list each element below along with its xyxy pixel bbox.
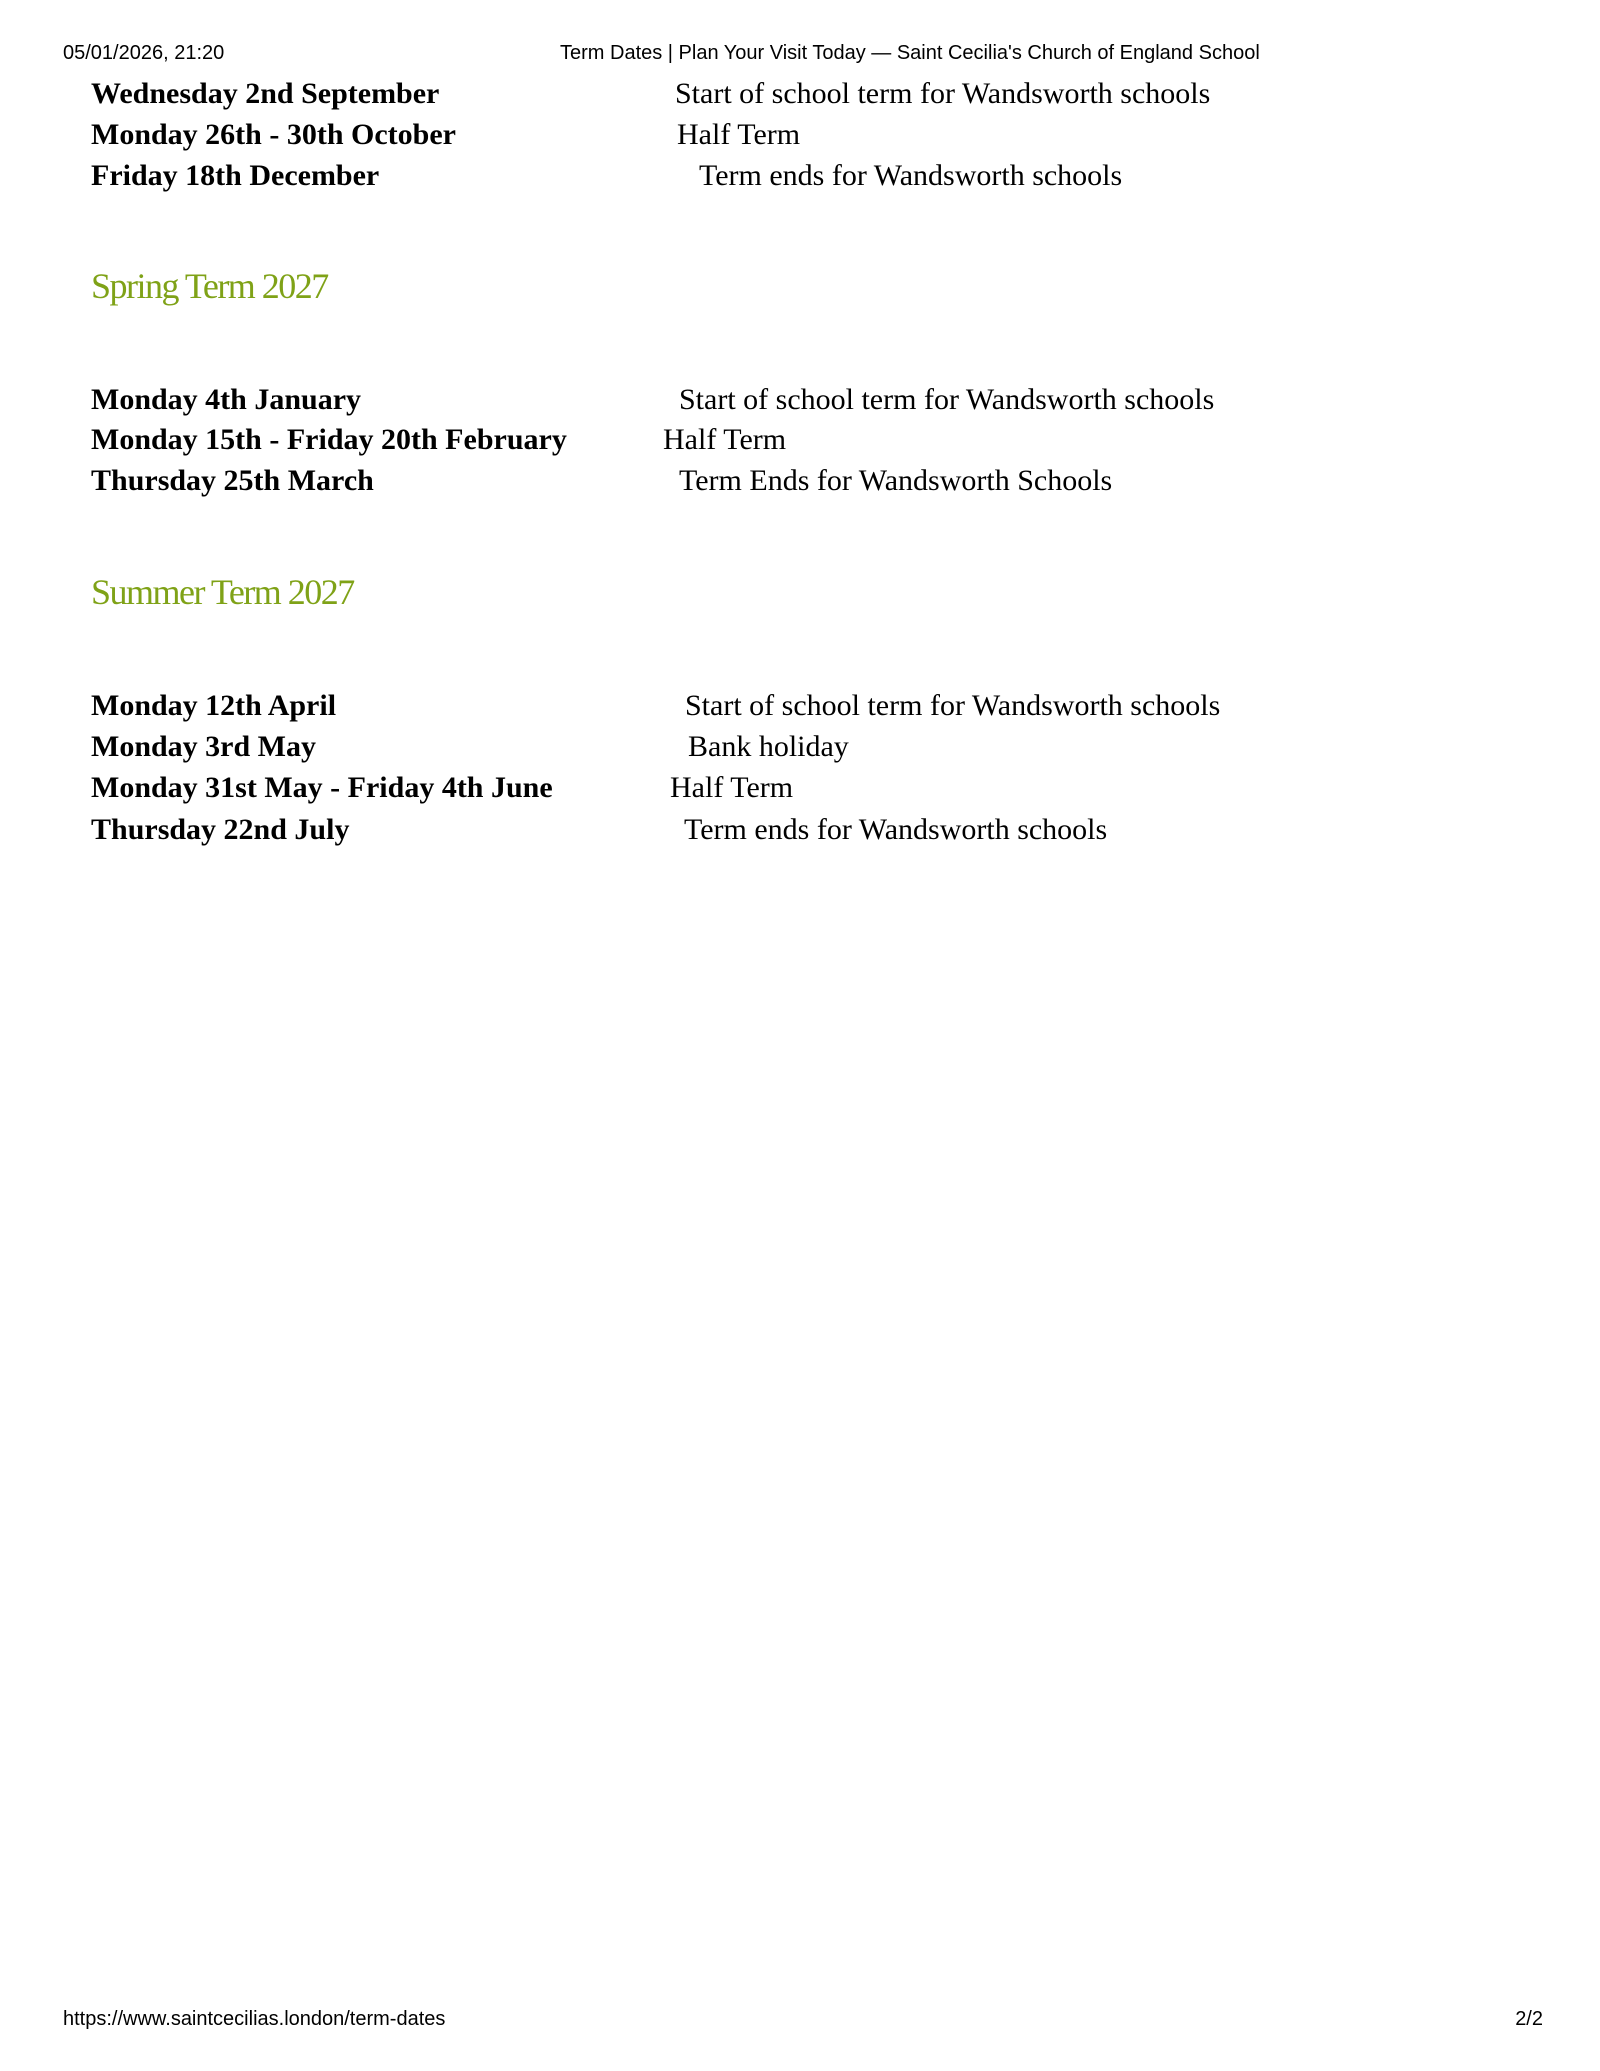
term-event: Bank holiday (688, 730, 849, 763)
term-date: Monday 15th - Friday 20th February (91, 423, 567, 456)
term-date-row (91, 686, 1491, 726)
summer-term-heading: Summer Term 2027 (91, 572, 354, 612)
term-date-row (91, 420, 1491, 460)
term-date: Monday 4th January (91, 383, 362, 416)
print-url: https://www.saintcecilias.london/term-dates (63, 2008, 446, 2030)
term-date-row (91, 810, 1491, 850)
term-date-row (91, 768, 1491, 808)
spring-term-heading: Spring Term 2027 (91, 266, 328, 306)
term-event: Half Term (670, 771, 794, 804)
term-event: Start of school term for Wandsworth schools (685, 689, 1221, 722)
print-page-number: 2/2 (1515, 2008, 1543, 2030)
term-date-row (91, 115, 1491, 155)
term-date-row (91, 380, 1491, 420)
print-footer (0, 2007, 1600, 2031)
print-page-title: Term Dates | Plan Your Visit Today — Saint Cecilia's Church of England School (560, 42, 1260, 64)
term-date: Monday 26th - 30th October (91, 118, 456, 151)
term-date-row (91, 156, 1491, 196)
term-date: Monday 31st May - Friday 4th June (91, 771, 553, 804)
term-event: Half Term (677, 118, 801, 151)
print-datetime: 05/01/2026, 21:20 (63, 42, 225, 64)
term-event: Start of school term for Wandsworth schools (675, 77, 1211, 110)
term-event: Term Ends for Wandsworth Schools (679, 464, 1113, 497)
term-date-row (91, 461, 1491, 501)
term-date: Monday 12th April (91, 689, 337, 722)
term-date: Thursday 25th March (91, 464, 374, 497)
term-date: Wednesday 2nd September (91, 77, 440, 110)
term-date: Friday 18th December (91, 159, 380, 192)
term-event: Start of school term for Wandsworth schools (679, 383, 1215, 416)
term-date-row (91, 74, 1491, 114)
term-event: Term ends for Wandsworth schools (684, 813, 1108, 846)
term-date: Thursday 22nd July (91, 813, 350, 846)
term-date: Monday 3rd May (91, 730, 316, 763)
term-event: Half Term (663, 423, 787, 456)
term-event: Term ends for Wandsworth schools (699, 159, 1123, 192)
term-date-row (91, 727, 1491, 767)
